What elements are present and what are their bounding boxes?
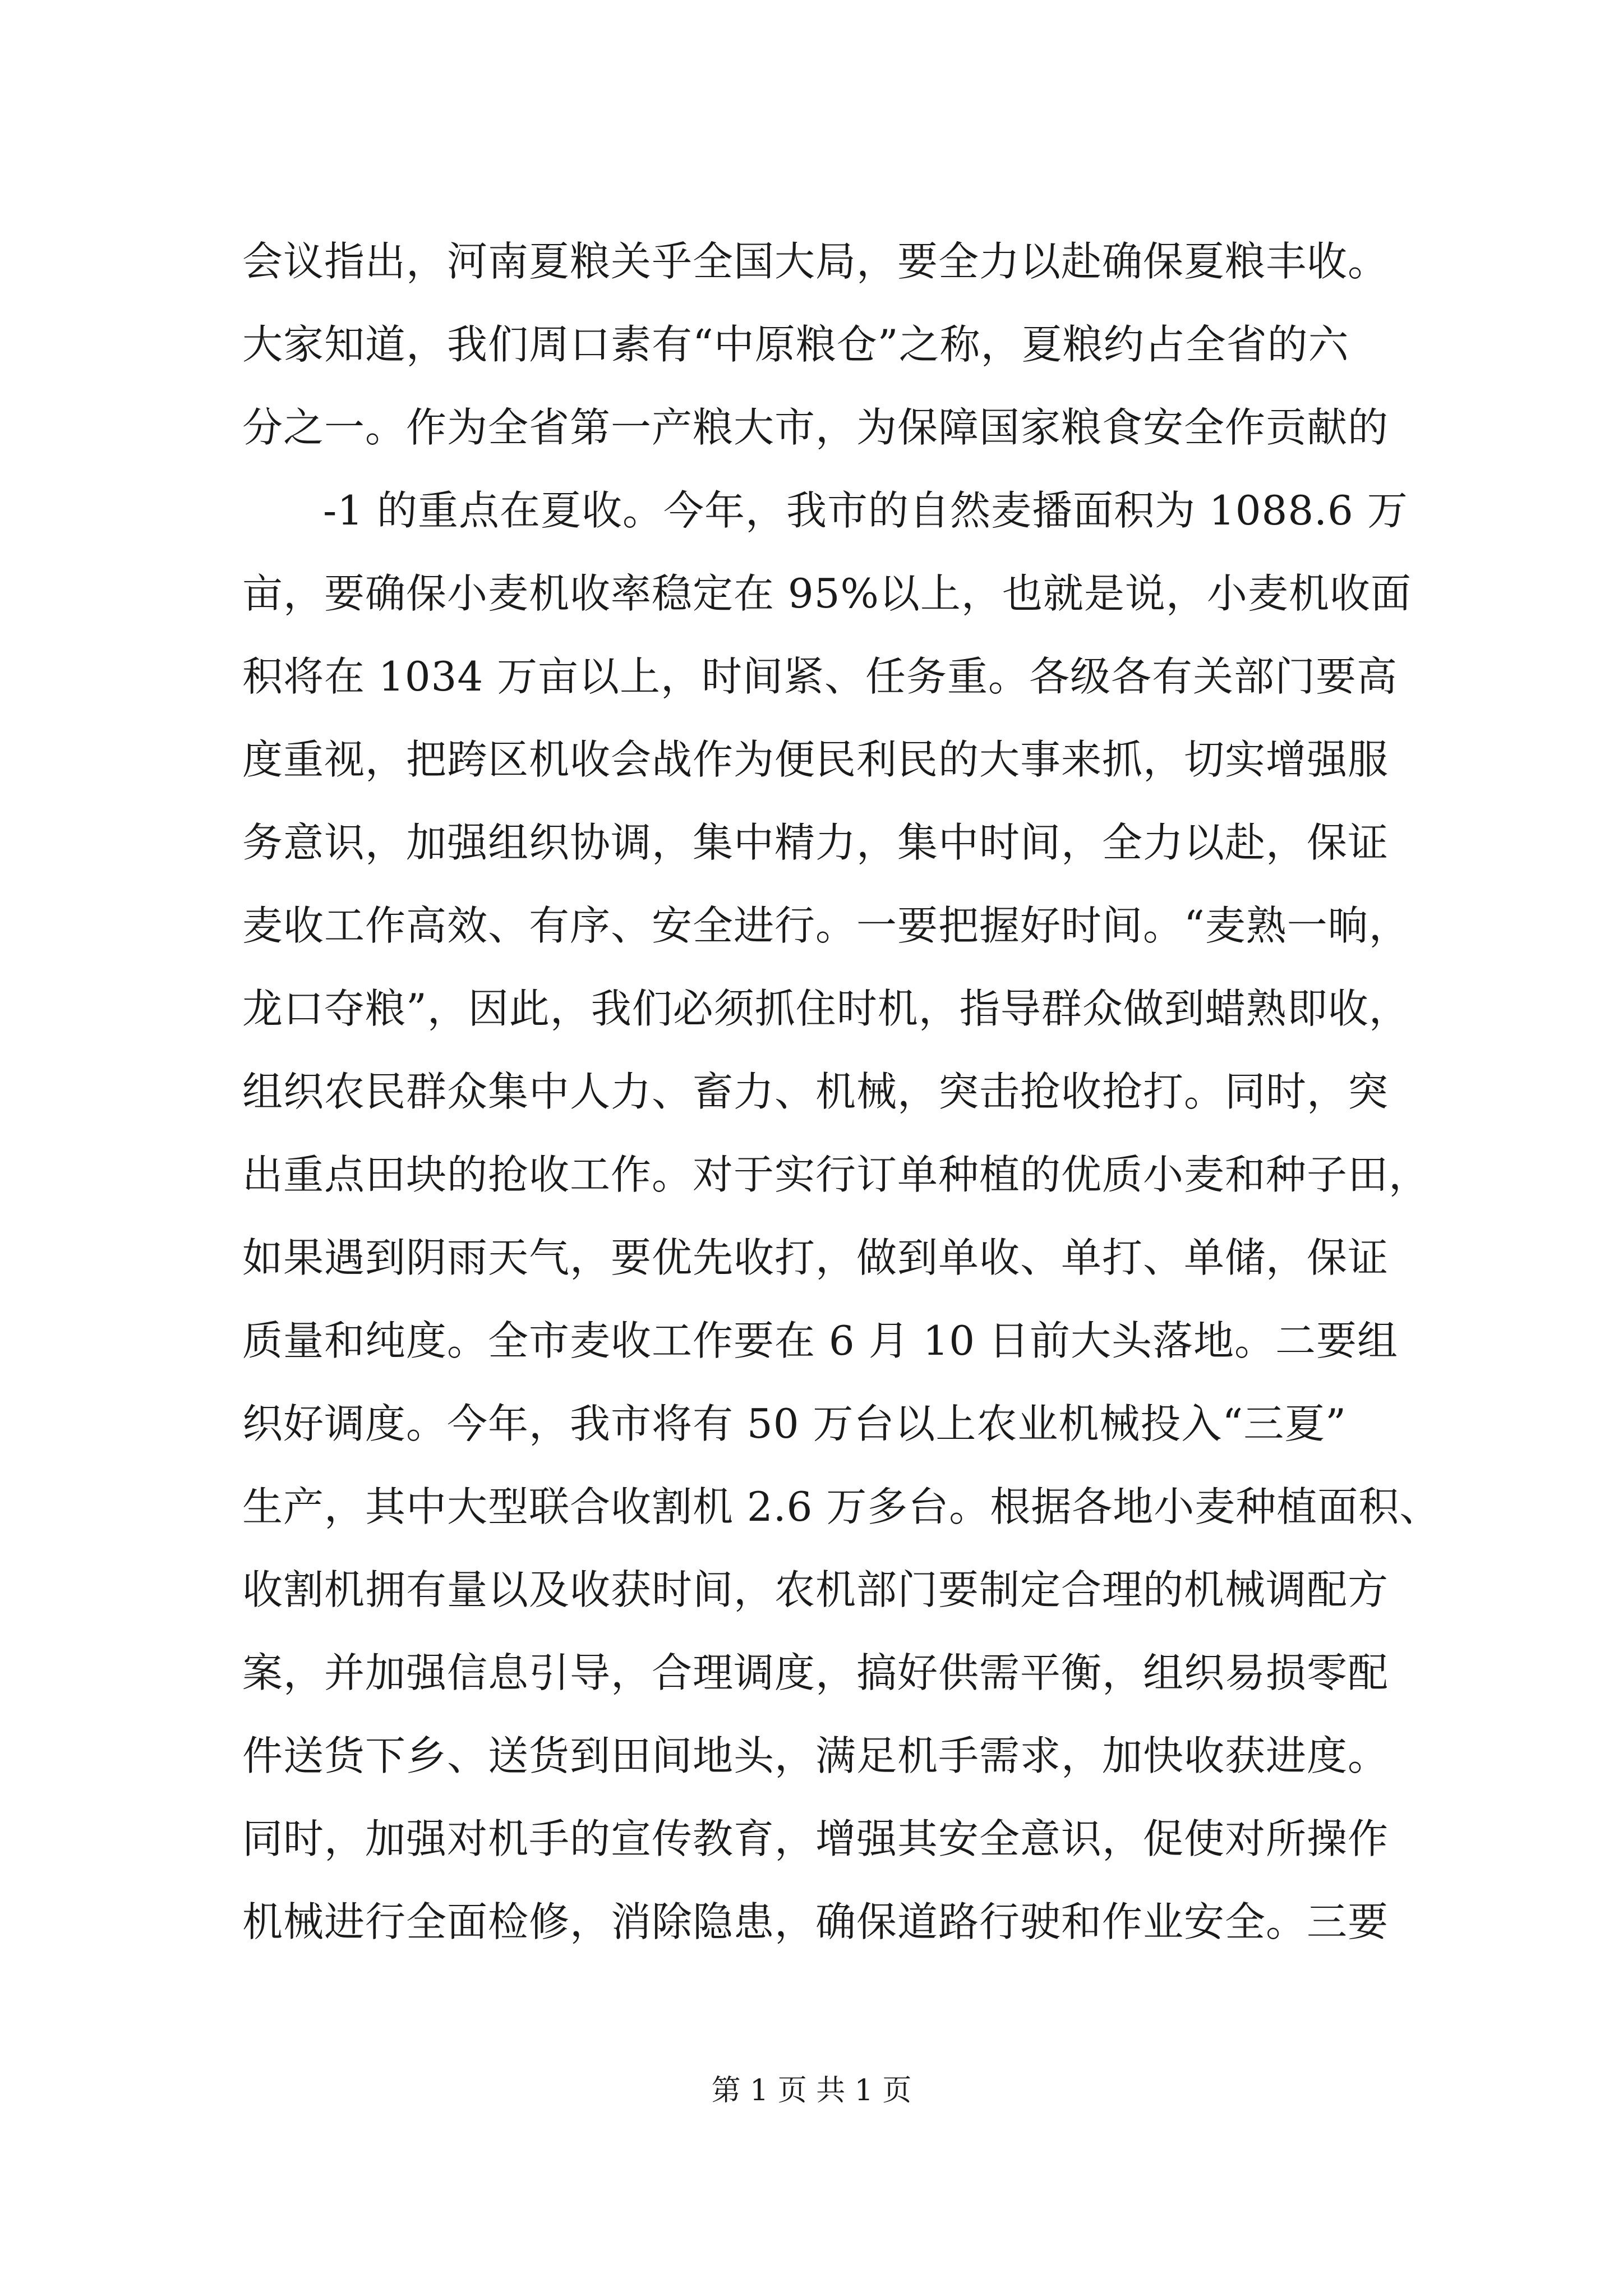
text-line: 收割机拥有量以及收获时间，农机部门要制定合理的机械调配方: [242, 1566, 1389, 1613]
text-line: 大家知道，我们周口素有“中原粮仓”之称，夏粮约占全省的六: [242, 321, 1349, 368]
text-line: 织好调度。今年，我市将有 50 万台以上农业机械投入“三夏”: [242, 1400, 1347, 1447]
text-line: 组织农民群众集中人力、畜力、机械，突击抢收抢打。同时，突: [242, 1068, 1389, 1115]
text-line: 件送货下乡、送货到田间地头，满足机手需求，加快收获进度。: [242, 1732, 1389, 1779]
text-line: 质量和纯度。全市麦收工作要在 6 月 10 日前大头落地。二要组: [242, 1317, 1398, 1364]
text-line: 亩，要确保小麦机收率稳定在 95%以上，也就是说，小麦机收面: [242, 570, 1412, 617]
page-number-label: 第 1 页 共 1 页: [711, 2074, 912, 2108]
text-line: 务意识，加强组织协调，集中精力，集中时间，全力以赴，保证: [242, 819, 1389, 866]
body-text: [242, 220, 1441, 1963]
text-line: 案，并加强信息引导，合理调度，搞好供需平衡，组织易损零配: [242, 1649, 1389, 1696]
text-line: 会议指出，河南夏粮关乎全国大局，要全力以赴确保夏粮丰收。: [242, 238, 1389, 285]
page-footer: [0, 2071, 1623, 2110]
text-line: 机械进行全面检修，消除隐患，确保道路行驶和作业安全。三要: [242, 1898, 1389, 1945]
text-line: 出重点田块的抢收工作。对于实行订单种植的优质小麦和种子田，: [242, 1151, 1430, 1198]
text-line: 分之一。作为全省第一产粮大市，为保障国家粮食安全作贡献的: [242, 404, 1389, 451]
text-line: 麦收工作高效、有序、安全进行。一要把握好时间。“麦熟一晌，: [242, 902, 1410, 949]
text-line: -1 的重点在夏收。今年，我市的自然麦播面积为 1088.6 万: [323, 487, 1408, 534]
text-line: 积将在 1034 万亩以上，时间紧、任务重。各级各有关部门要高: [242, 653, 1398, 700]
text-line: 生产，其中大型联合收割机 2.6 万多台。根据各地小麦种植面积、: [242, 1483, 1441, 1530]
text-line: 度重视，把跨区机收会战作为便民利民的大事来抓，切实增强服: [242, 736, 1389, 783]
text-line: 同时，加强对机手的宣传教育，增强其安全意识，促使对所操作: [242, 1815, 1389, 1862]
text-line: 如果遇到阴雨天气，要优先收打，做到单收、单打、单储，保证: [242, 1234, 1389, 1281]
text-line: 龙口夺粮”，因此，我们必须抓住时机，指导群众做到蜡熟即收，: [242, 985, 1410, 1032]
